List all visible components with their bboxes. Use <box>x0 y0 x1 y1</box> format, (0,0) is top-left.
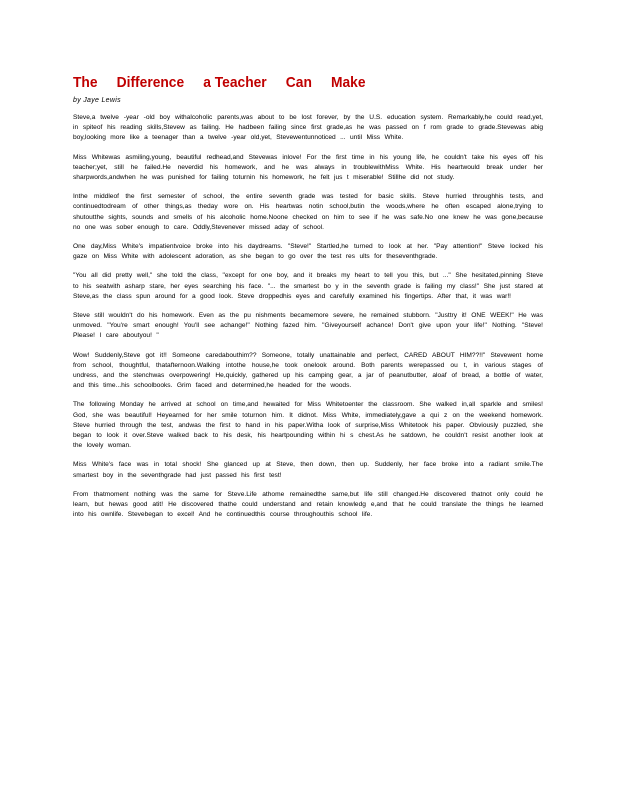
paragraph: Wow! Suddenly,Steve got it!! Someone caredabouthim?? Someone, totally unattainable and perfect, CARED ABOUT HIM??!!" Stevewent home from school, thoughtful, thatafternoon.Walking intothe house,he took onelook around. Both parents werepassed ou t, in various stages of undress, and the stenchwas overpowering! He,quickly, gathered up his camping gear, a jar of peanutbutter, aloaf of bread, a bottle of water, and this time...his schoolbooks. Grim faced and determined,he headed for the woods. <box>73 351 543 390</box>
title-word: a Teacher <box>203 74 267 91</box>
paragraph: One day,Miss White's impatientvoice broke into his daydreams. "Steve!" Startled,he turned to look at her. "Pay attention!" Steve locked his gaze on Miss White with adolescent adoration, as she began to go over the test res ults for theseventhgrade. <box>73 243 543 261</box>
paragraph: From thatmoment nothing was the same for Steve.Life athome remainedthe same,but life still changed.He discovered thatnot only could he learn, but hewas good atit! He discovered thathe could understand and retain knowledg e,and that he could translate the things he learned into his ownlife. Stevebegan to excel! And he continuedthis course throughouthis school life. <box>73 490 543 519</box>
title-word: The <box>73 74 98 91</box>
paragraph: Steve still wouldn't do his homework. Even as the pu nishments becamemore severe, he remained stubborn. "Justtry it! ONE WEEK!" He was unmoved. "You're smart enough! You'll see achange!" Nothing fazed him. "Giveyourself achance! Don't give upon your life!" Nothing. "Steve! Please! I care aboutyou! " <box>73 312 543 340</box>
paragraph: The following Monday he arrived at school on time,and hewaited for Miss Whitetoenter the classroom. She walked in,all sparkle and smiles! God, she was beautiful! Heyearned for her smile toturnon him. It didnot. Miss White, immediately,gave a qui z on the weekend homework. Steve hurried through the test, andwas the first to hand in his paper.Witha look of surprise,Miss Whitetook his paper. Obviously puzzled, she began to look it over.Steve walked back to his desk, his heartpounding within hi s chest.As he satdown, he couldn't resist another look at the lovely woman. <box>73 401 543 450</box>
paragraph: Miss Whitewas asmiling,young, beautiful redhead,and Stevewas inlove! For the first time in his young life, he couldn't take his eyes off his teacher;yet, still he failed.He neverdid his homework, and he was always in troublewithMiss White. His heartwould break under her sharpwords,andwhen he was punished for failing toturnin his homework, he felt jus t miserable! Stillhe did not study. <box>73 153 543 182</box>
title-word: Make <box>331 74 366 91</box>
paragraph: Inthe middleof the first semester of school, the entire seventh grade was tested for basic skills. Steve hurried throughhis tests, and continuedtodream of other things,as theday wore on. His heartwas notin school,butin the woods,where he often escaped alone,trying to shutoutthe sights, sounds and smells of his alcoholic home.Noone checked on him to see if he was safe.No one knew he was gone,because no one was sober enough to care. Oddly,Stevenever missed aday of school. <box>73 193 543 231</box>
title-word: Difference <box>116 74 185 91</box>
paragraph: Steve,a twelve -year -old boy withalcoholic parents,was about to be lost forever, by the U.S. education system. Remarkably,he could read,yet, in spiteof his reading skills,Stevew as failing. He hadbeen failing since first grade,as he was passed on f rom grade to grade.Stevewas abig boy,looking more like a teenager than a twelve -year old,yet, Stevewentunnoticed ... until Miss White. <box>73 114 543 142</box>
paragraph: "You all did pretty well," she told the class, "except for one boy, and it breaks my heart to tell you this, but ..." She hesitated,pinning Steve to his seatwith asharp stare, her eyes searching his face. "... the smartest bo y in the seventh grade is failing my class!" She just stared at Steve,as the class spun around for a good look. Steve droppedhis eyes and carefully examined his fingertips. After that, it was war!! <box>73 272 543 300</box>
article-title <box>73 74 366 92</box>
paragraph: Miss White's face was in total shock! She glanced up at Steve, then down, then up. Suddenly, her face broke into a radiant smile.The smartest boy in the seventhgrade had just passed his first test! <box>73 461 543 479</box>
article <box>73 74 543 521</box>
author-byline: by Jaye Lewis <box>73 97 121 104</box>
title-word: Can <box>285 74 312 91</box>
